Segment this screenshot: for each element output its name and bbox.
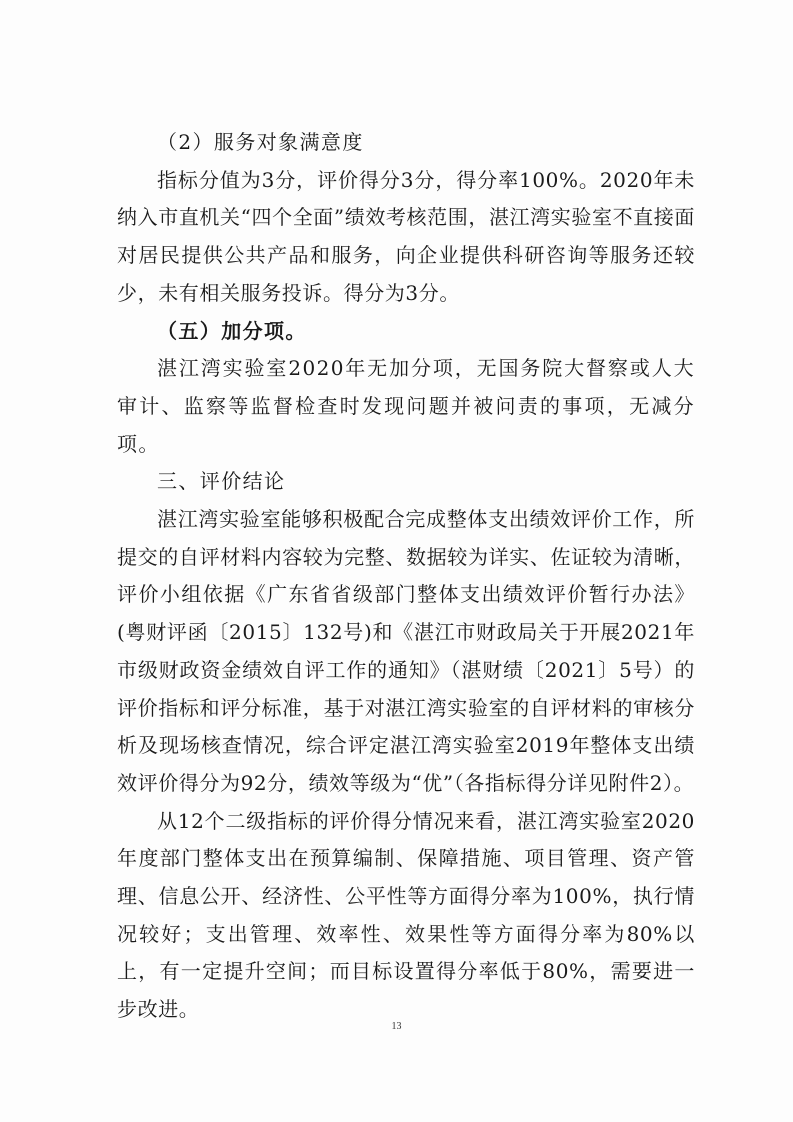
document-body xyxy=(117,124,695,1029)
conclusion-heading: 三、评价结论 xyxy=(157,469,286,494)
bonus-heading: （五）加分项。 xyxy=(157,318,307,343)
conclusion-paragraph-1: 湛江湾实验室能够积极配合完成整体支出绩效评价工作，所提交的自评材料内容较为完整、数据较为详实、佐证较为清晰，评价小组依据《广东省省级部门整体支出绩效评价暂行办法》(粤财评函〔2015〕132号)和《湛江市财政局关于开展2021年市级财政资金绩效自评工作的通知》（湛财绩〔2021〕5号）的评价指标和评分标准，基于对湛江湾实验室的自评材料的审核分析及现场核查情况，综合评定湛江湾实验室2019年整体支出绩效评价得分为92分，绩效等级为“优”（各指标得分详见附件2）。 xyxy=(117,507,695,795)
conclusion-paragraph-2: 从12个二级指标的评价得分情况来看，湛江湾实验室2020年度部门整体支出在预算编制、保障措施、项目管理、资产管理、信息公开、经济性、公平性等方面得分率为100%，执行情况较好；支出管理、效率性、效果性等方面得分率为80%以上，有一定提升空间；而目标设置得分率低于80%，需要进一步改进。 xyxy=(117,808,695,1022)
bonus-paragraph: 湛江湾实验室2020年无加分项，无国务院大督察或人大审计、监察等监督检查时发现问题并被问责的事项，无减分项。 xyxy=(117,356,695,456)
satisfaction-heading: （2）服务对象满意度 xyxy=(157,130,364,154)
satisfaction-paragraph: 指标分值为3分，评价得分3分，得分率100%。2020年未纳入市直机关“四个全面”绩效考核范围，湛江湾实验室不直接面对居民提供公共产品和服务，向企业提供科研咨询等服务还较少，未有相关服务投诉。得分为3分。 xyxy=(117,167,695,305)
page-number: 13 xyxy=(391,1021,402,1032)
